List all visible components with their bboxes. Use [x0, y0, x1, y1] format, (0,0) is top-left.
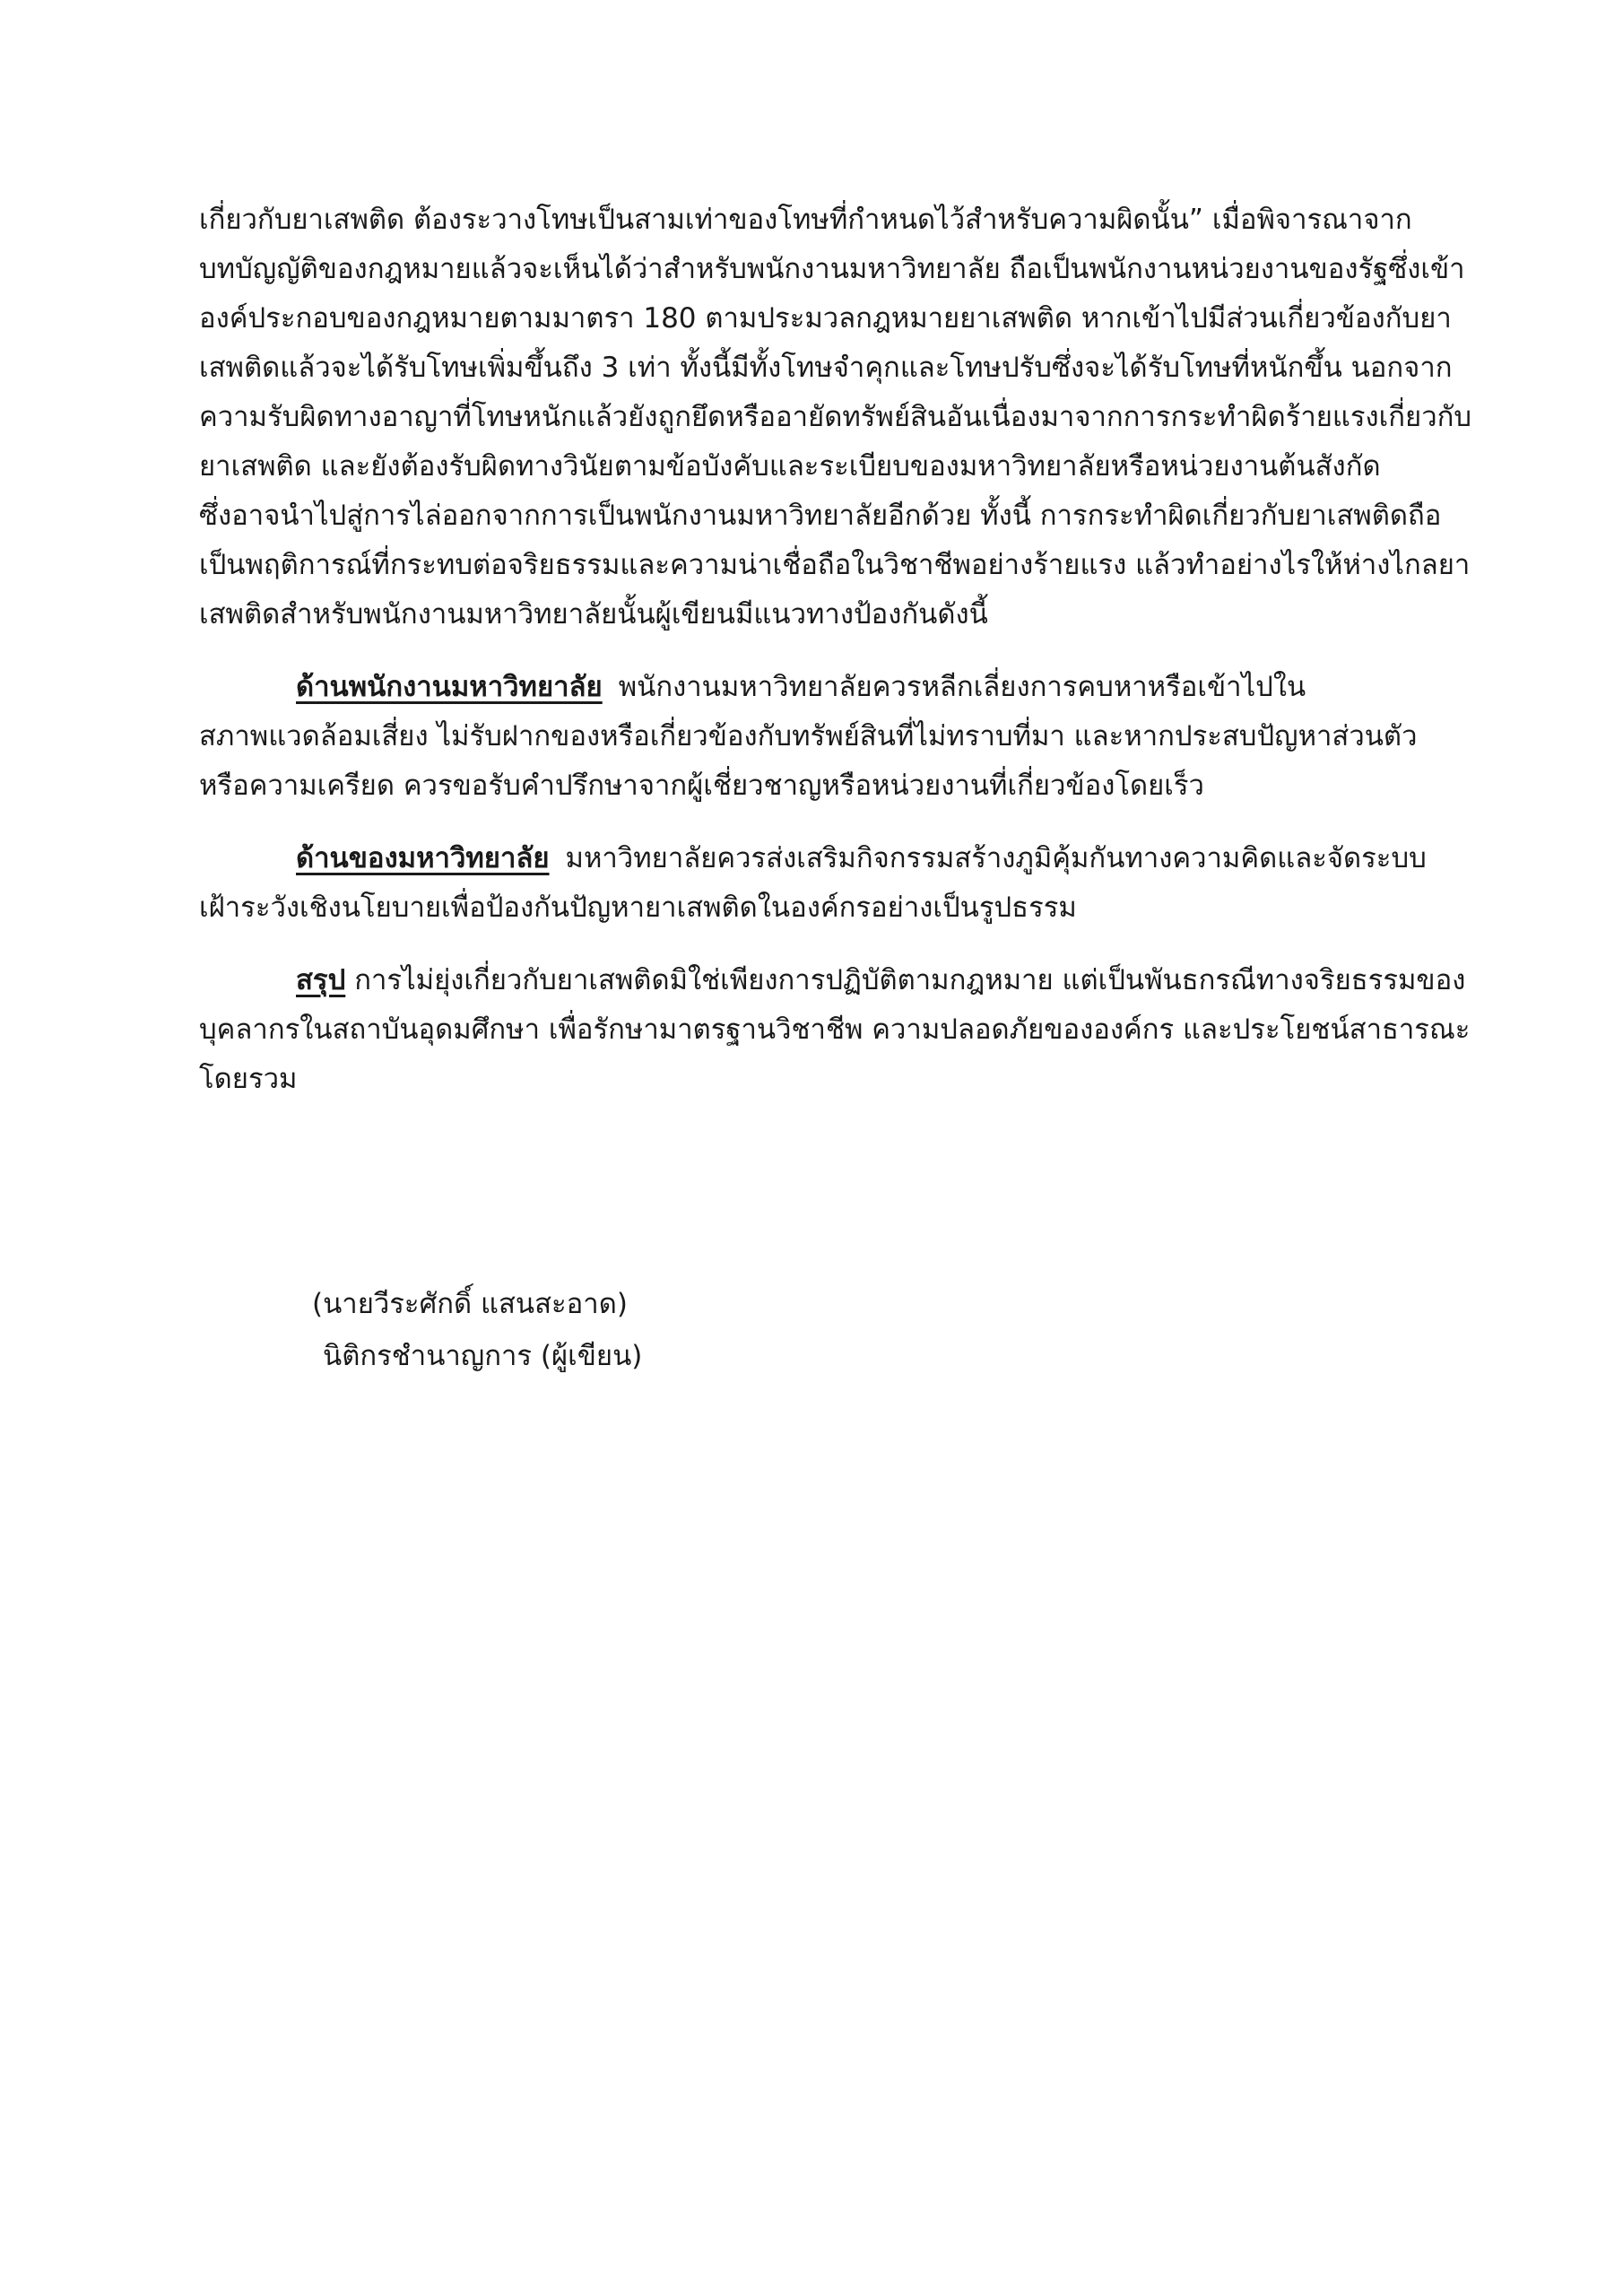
section-heading-summary: สรุป: [296, 964, 346, 996]
signature-name: (นายวีระศักดิ์ แสนสะอาด): [312, 1288, 628, 1320]
text-line: เฝ้าระวังเชิงนโยบายเพื่อป้องกันปัญหายาเสพติดในองค์กรอย่างเป็นรูปธรรม: [199, 891, 1077, 924]
text-line: สภาพแวดล้อมเสี่ยง ไม่รับฝากของหรือเกี่ยวข้องกับทรัพย์สินที่ไม่ทราบที่มา และหากประสบปัญหาส่วนตัว: [199, 720, 1418, 752]
text-line: เสพติดสำหรับพนักงานมหาวิทยาลัยนั้นผู้เขียนมีแนวทางป้องกันดังนี้: [199, 598, 988, 631]
text-run: การไม่ยุ่งเกี่ยวกับยาเสพติดมิใช่เพียงการปฏิบัติตามกฎหมาย แต่เป็นพันธกรณีทางจริยธรรมของ: [354, 964, 1466, 996]
paragraph-intro: [199, 196, 1472, 639]
text-line: องค์ประกอบของกฎหมายตามมาตรา 180 ตามประมวลกฎหมายยาเสพติด หากเข้าไปมีส่วนเกี่ยวข้องกับยา: [199, 302, 1452, 335]
paragraph-summary: [199, 956, 1471, 1104]
text-line: [199, 956, 1466, 1005]
text-line: บุคลากรในสถาบันอุดมศึกษา เพื่อรักษามาตรฐานวิชาชีพ ความปลอดภัยขององค์กร และประโยชน์สาธารณะ: [199, 1013, 1471, 1046]
section-heading-staff: ด้านพนักงานมหาวิทยาลัย: [296, 671, 603, 703]
document-body: [199, 196, 1472, 1104]
text-line: ซึ่งอาจนำไปสู่การไล่ออกจากการเป็นพนักงานมหาวิทยาลัยอีกด้วย ทั้งนี้ การกระทำผิดเกี่ยวกับยาเสพติดถือ: [199, 500, 1442, 532]
text-line: [199, 663, 1436, 712]
text-line: โดยรวม: [199, 1063, 298, 1095]
paragraph-university: [199, 834, 1436, 933]
text-run: พนักงานมหาวิทยาลัยควรหลีกเลี่ยงการคบหาหรือเข้าไปใน: [618, 671, 1306, 703]
text-line: หรือความเครียด ควรขอรับคำปรึกษาจากผู้เชี่ยวชาญหรือหน่วยงานที่เกี่ยวข้องโดยเร็ว: [199, 770, 1204, 802]
text-line: [199, 834, 1436, 883]
text-line: เสพติดแล้วจะได้รับโทษเพิ่มขึ้นถึง 3 เท่า ทั้งนี้มีทั้งโทษจำคุกและโทษปรับซึ่งจะได้รับโทษที่หนักขึ้น นอกจาก: [199, 352, 1453, 384]
text-line: ความรับผิดทางอาญาที่โทษหนักแล้วยังถูกยึดหรืออายัดทรัพย์สินอันเนื่องมาจากการกระทำผิดร้ายแรงเกี่ยวกับ: [199, 401, 1472, 433]
signature-title: นิติกรชำนาญการ (ผู้เขียน): [323, 1340, 643, 1372]
text-line: เป็นพฤติการณ์ที่กระทบต่อจริยธรรมและความน่าเชื่อถือในวิชาชีพอย่างร้ายแรง แล้วทำอย่างไรให้ห่างไกลยา: [199, 549, 1471, 581]
paragraph-staff: [199, 663, 1436, 811]
section-heading-university: ด้านของมหาวิทยาลัย: [296, 842, 550, 874]
signature-block: [312, 1278, 642, 1382]
text-line: บทบัญญัติของกฎหมายแล้วจะเห็นได้ว่าสำหรับพนักงานมหาวิทยาลัย ถือเป็นพนักงานหน่วยงานของรัฐซึ่งเข้า: [199, 253, 1465, 285]
text-run: มหาวิทยาลัยควรส่งเสริมกิจกรรมสร้างภูมิคุ้มกันทางความคิดและจัดระบบ: [565, 842, 1427, 874]
text-line: ยาเสพติด และยังต้องรับผิดทางวินัยตามข้อบังคับและระเบียบของมหาวิทยาลัยหรือหน่วยงานต้นสังกัด: [199, 450, 1381, 483]
text-line: เกี่ยวกับยาเสพติด ต้องระวางโทษเป็นสามเท่าของโทษที่กำหนดไว้สำหรับความผิดนั้น” เมื่อพิจารณาจาก: [199, 204, 1412, 236]
